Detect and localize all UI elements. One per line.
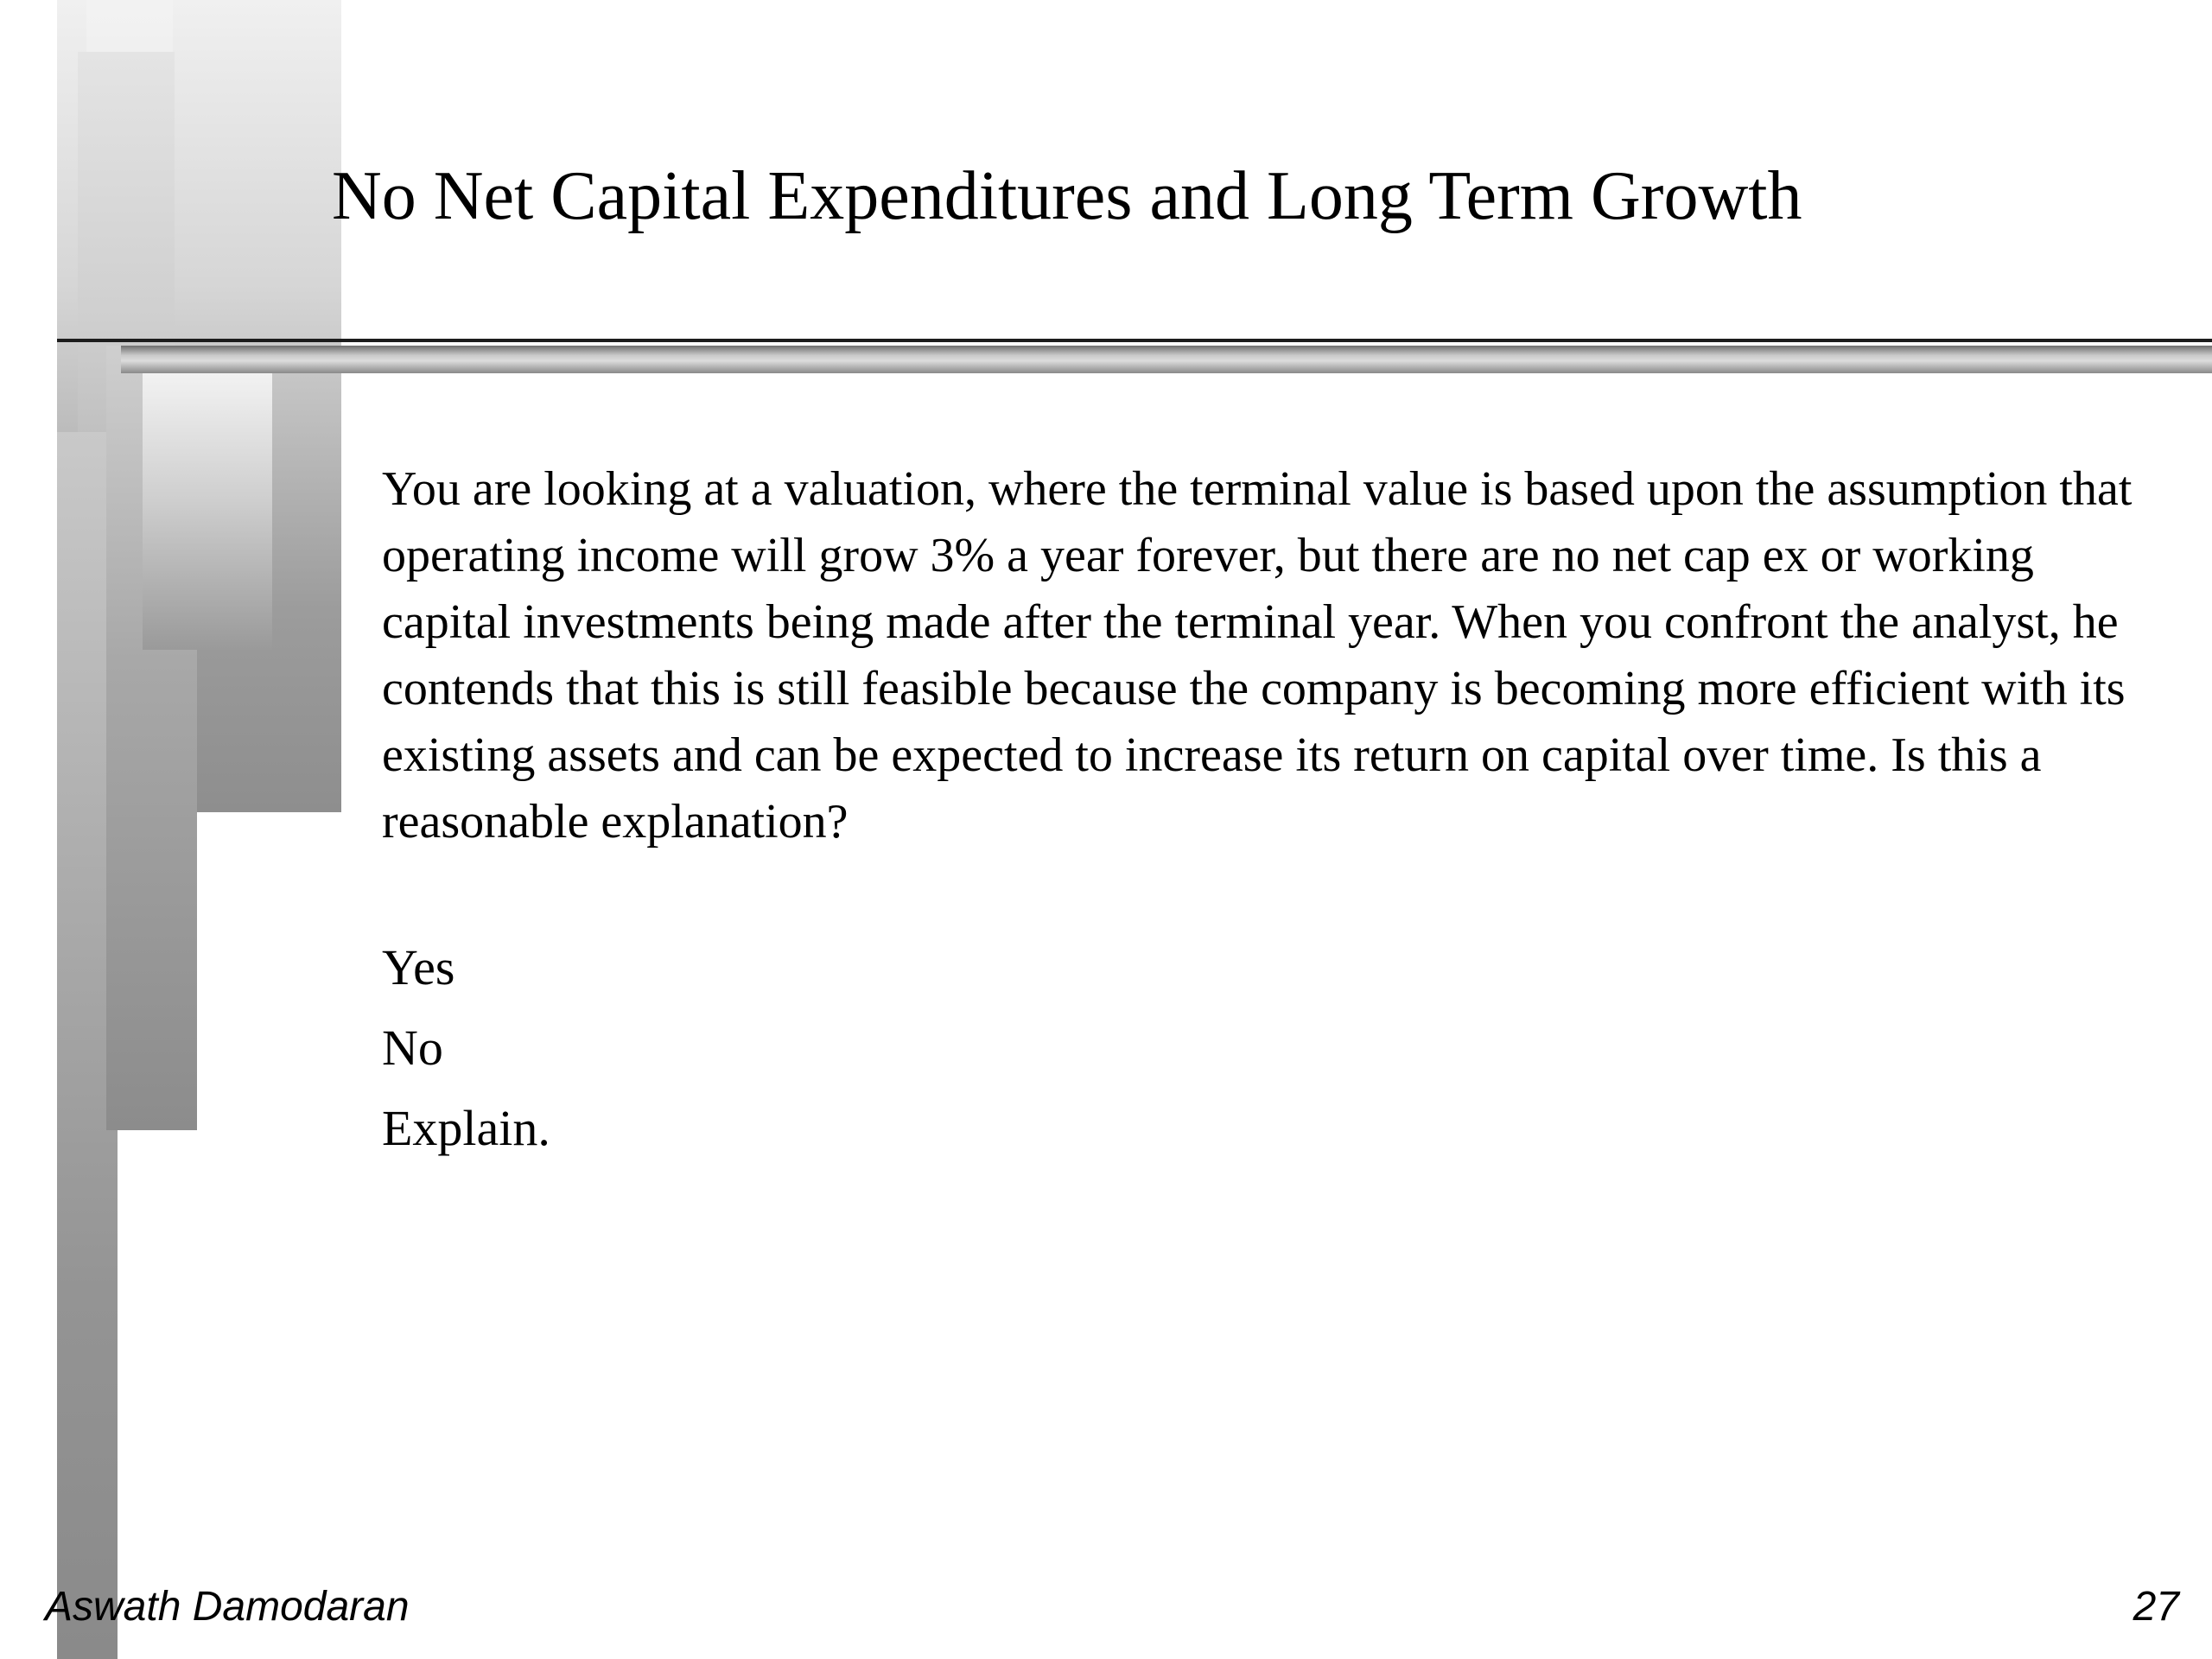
title-divider-thick: [121, 346, 2212, 373]
page-number: 27: [2133, 1584, 2179, 1630]
option-explain: Explain.: [382, 1100, 550, 1156]
footer-author: Aswath Damodaran: [45, 1584, 410, 1630]
decorative-bar: [143, 373, 272, 650]
option-no: No: [382, 1020, 443, 1076]
question-text: You are looking at a valuation, where the terminal value is based upon the assumption that operating income will grow 3% a year forever, but there are no net cap ex or working capital investments being made after the terminal year. When you confront the analyst, he contends that this is still feasible because the company is becoming more efficient with its existing assets and can be expected to increase its return on capital over time. Is this a reasonable explanation?: [382, 462, 2133, 849]
slide-title: No Net Capital Expenditures and Long Term Growth: [332, 158, 1802, 234]
title-divider-thin: [57, 339, 2212, 342]
option-yes: Yes: [382, 939, 455, 995]
